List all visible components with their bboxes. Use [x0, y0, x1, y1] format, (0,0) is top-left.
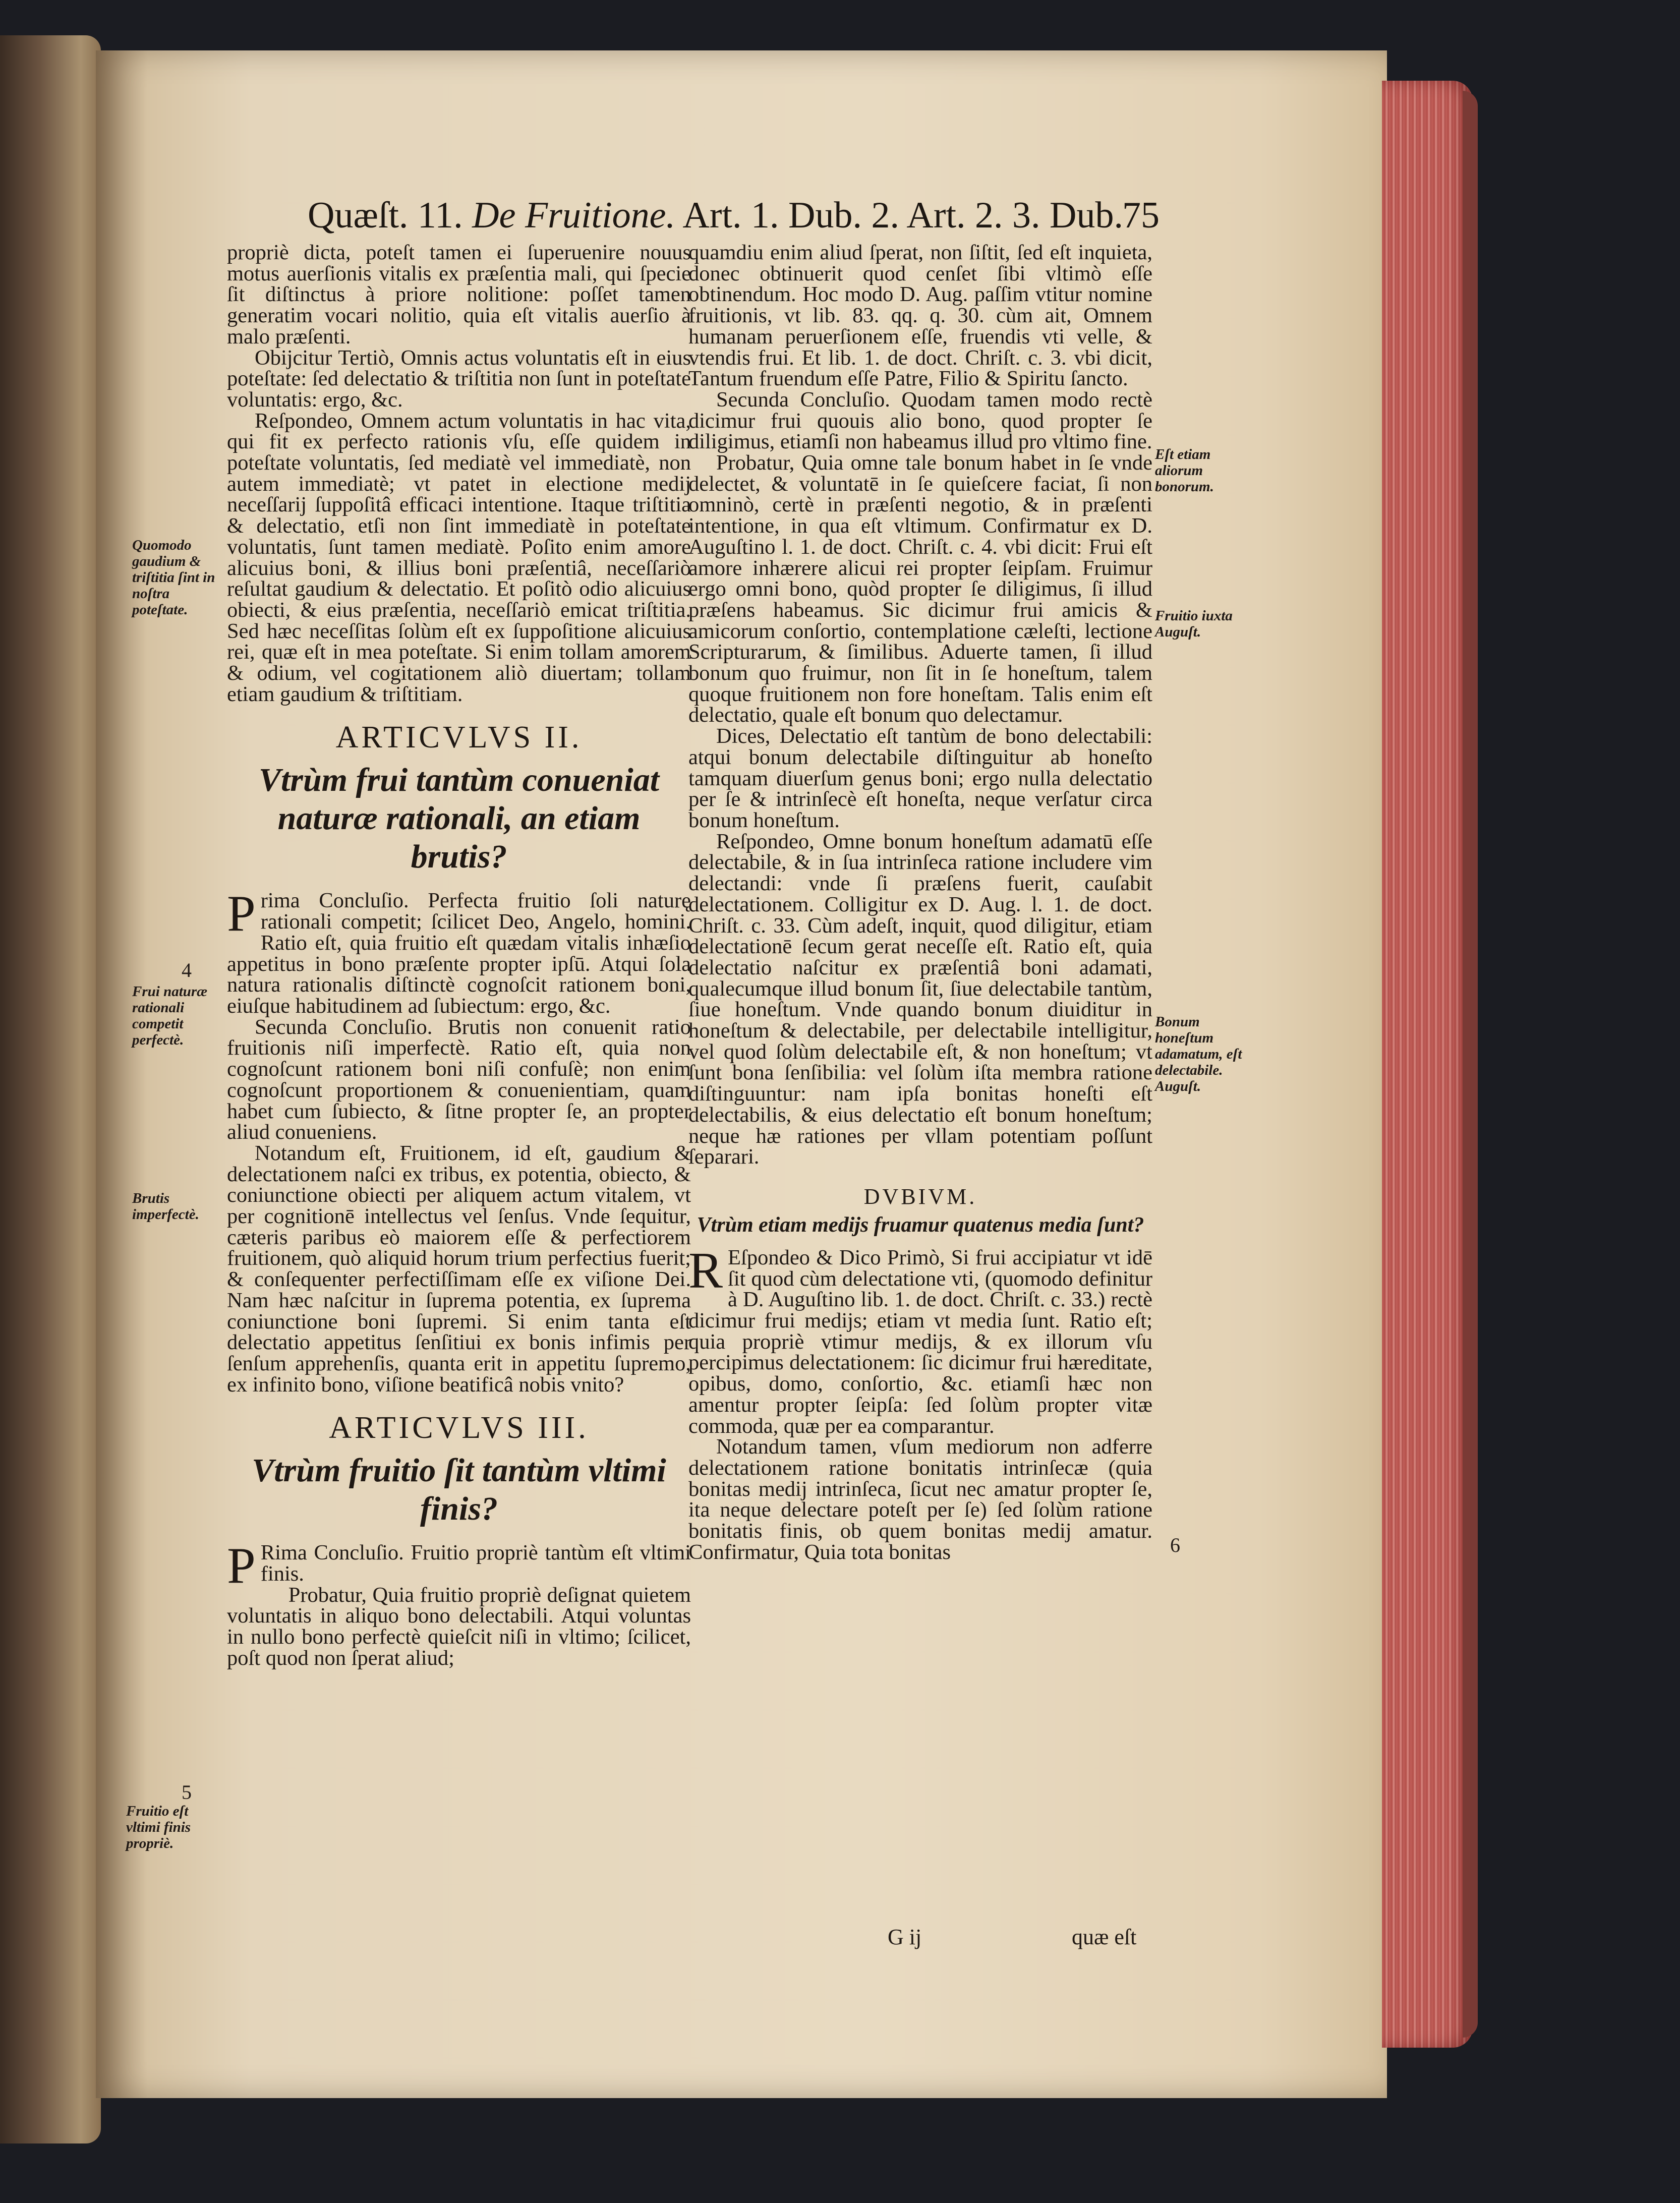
paragraph: Secunda Concluſio. Quodam tamen modo rectè dicimur frui quouis alio bono, quod propter ſe diligimus, etiamſi non habeamus illud pro vltimo fine. — [688, 387, 1152, 454]
running-head — [308, 194, 1190, 237]
margin-note: Bonum honeſtum adamatum, eſt delectabile. Auguſt. — [1155, 1014, 1242, 1094]
paragraph: Notandum tamen, vſum mediorum non adferre delectationem ratione bonitatis intrinſecæ (quia bonitas medij intrinſeca, ſicut nec amatur propter ſe, ita neque delectare poteſt per ſe) ſed ſolùm ratione bonitatis finis, ob quem bonitas medij amatur. Confirmatur, Quia tota bonitas — [688, 1435, 1152, 1564]
article-2-title: Vtrùm frui tantùm conueniat naturæ rationali, an etiam brutis? — [258, 762, 660, 876]
margin-note: Fruitio eſt vltimi finis propriè. — [126, 1803, 191, 1851]
signature-mark: G ij — [888, 1925, 922, 1949]
page-number: 75 — [1122, 195, 1160, 236]
paragraph: Dices, Delectatio eſt tantùm de bono delectabili: atqui bonum delectabile diſtinguitur ab honeſto tamquam diuerſum genus boni; ergo nulla delectatio per ſe & intrinſecè eſt honeſta, neque verſatur circa bonum honeſtum. — [688, 724, 1152, 832]
margin-number: 5 — [182, 1781, 192, 1804]
margin-note: Frui naturæ rationali competit perfectè. — [132, 983, 208, 1048]
margin-note: Fruitio iuxta Auguſt. — [1155, 608, 1233, 640]
dubium-title: Vtrùm etiam medijs fruamur quatenus media ſunt? — [697, 1213, 1144, 1237]
paragraph-with-dropcap: P Rima Concluſio. Fruitio propriè tantùm eſt vltimi finis. — [227, 1537, 691, 1595]
dropcap: P — [227, 885, 256, 943]
running-head-prefix: Quæſt. 11. — [308, 195, 463, 236]
article-2-label: ARTICVLVS II. — [335, 720, 583, 755]
running-head-title: De Fruitione. — [472, 195, 675, 236]
catchword: quæ eſt — [1072, 1925, 1137, 1949]
paragraph: Secunda Concluſio. Brutis non conuenit ratio fruitionis niſi imperfectè. Ratio eſt, quia non cognoſcunt rationem boni niſi confuſè; non enim cognoſcunt proportionem & conuenientiam, quam habet cum ſubiecto, & ſitne propter ſe, an propter aliud conueniens. — [227, 1015, 691, 1144]
running-head-suffix: Art. 1. Dub. 2. Art. 2. 3. Dub. — [682, 195, 1123, 236]
margin-number: 6 — [1170, 1534, 1180, 1556]
facing-page-edge — [0, 35, 101, 2143]
paragraph: quamdiu enim aliud ſperat, non ſiſtit, ſed eſt inquieta, donec obtinuerit quod cenſet ſibi vltimò eſſe obtinendum. Hoc modo D. Aug. paſſim vtitur nomine fruitionis, vt lib. 83. qq. q. 30. cùm ait, Omnem humanam peruerſionem eſſe, fruendis vti velle, & vtendis frui. Et lib. 1. de doct. Chriſt. c. 3. vbi dicit, Tantum fruendum eſſe Patre, Filio & Spiritu ſancto. — [688, 241, 1152, 391]
page-edges-red — [1382, 81, 1473, 2048]
paragraph: Obijcitur Tertiò, Omnis actus voluntatis eſt in eius poteſtate: ſed delectatio & triſtitia non ſunt in poteſtate voluntatis: ergo, &c. — [227, 345, 691, 412]
article-3-label: ARTICVLVS III. — [329, 1411, 589, 1445]
margin-number: 4 — [182, 959, 192, 981]
dropcap: R — [688, 1242, 723, 1299]
paragraph-with-dropcap: R Eſpondeo & Dico Primò, Si frui accipiatur vt idē ſit quod cùm delectatione vti, (quomodo definitur à D. Auguſtino lib. 1. de doct. Chriſt. c. 33.) rectè dicimur frui medijs; etiam vt media ſunt. Ratio eſt; quia propriè vtimur medijs, & ex illorum vſu percipimus delectationem: ſic dicimur frui hæreditate, opibus, domo, conſortio, &c. etiamſi hæc non amentur propter ſeipſa: ſed ſolùm propter vitæ commoda, quæ per ea comparantur. — [688, 1242, 1152, 1438]
left-column — [227, 242, 691, 1669]
margin-note: Brutis imperfectè. — [132, 1190, 199, 1223]
right-column — [688, 242, 1152, 1562]
paragraph-with-dropcap: Prima Concluſio. Perfecta fruitio ſoli naturę rationali competit; ſcilicet Deo, Angelo, homini. Ratio eſt, quia fruitio eſt quædam vitalis inhæſio appetitus in bono præſente propter ipſū. Atqui ſola natura rationalis diſtinctè cognoſcit rationem boni, eiuſque habitudinem ad ſubiectum: ergo, &c. — [227, 885, 691, 1018]
paragraph: Reſpondeo, Omnem actum voluntatis in hac vita, qui fit ex perfecto rationis vſu, eſſe quidem in poteſtate voluntatis, ſed mediatè vel immediatè, non autem immediatè; vt patet in electione medij neceſſarij ſuppoſitâ efficaci intentione. Itaque triſtitia & delectatio, etſi non ſint immediatè in poteſtate voluntatis, ſunt tamen mediatè. Poſito enim amore alicuius boni, & illius boni præſentiâ, neceſſariò reſultat gaudium & delectatio. Et poſitò odio alicuius obiecti, & eius præſentia, neceſſariò emicat triſtitia. Sed hæc neceſſitas ſolùm eſt ex ſuppoſitione alicuius rei, quæ eſt in mea poteſtate. Si enim tollam amorem & odium, vel cogitationem aliò diuertam; tollam etiam gaudium & triſtitiam. — [227, 409, 691, 706]
paragraph: Reſpondeo, Omne bonum honeſtum adamatū eſſe delectabile, & in ſua intrinſeca ratione includere vim delectandi: vnde ſi præſens fuerit, cauſabit delectationem. Colligitur ex D. Aug. l. 1. de doct. Chriſt. c. 33. Cùm adeſt, inquit, quod diligitur, etiam delectationē ſecum gerat neceſſe eſt. Ratio eſt, quia delectatio naſcitur ex præſentiâ boni adamati, qualecumque illud bonum ſit, ſiue delectabile tantùm, ſiue honeſtum. Vnde quando bonum diuiditur in honeſtum & delectabile, per delectabile intelligitur, vel quod ſolùm delectabile eſt, & non honeſtum; vt ſunt bona ſenſibilia: vel ſolùm iſta membra ratione diſtinguuntur: nam ipſa bonitas honeſti eſt delectabilis, & eius delectatio eſt bonum honeſtum; neque hæ rationes per vllam potentiam poſſunt ſeparari. — [688, 829, 1152, 1169]
paragraph: Notandum eſt, Fruitionem, id eſt, gaudium & delectationem naſci ex tribus, ex potentia, obiecto, & coniunctione obiecti per aliquem actum vitalem, vt per cognitionē intellectus vel ſenſus. Vnde ſequitur, cæteris paribus eò maiorem eſſe & perfectiorem fruitionem, quò aliquid horum trium perfectius fuerit; & conſequenter perfectiſſimam eſſe ex viſione Dei. Nam hæc naſcitur in ſuprema potentia, ex ſuprema coniunctione boni ſupremi. Si enim tanta eſt delectatio appetitus ſenſitiui ex bonis infimis per ſenſum apprehenſis, quanta erit in appetitu ſupremo, ex infinito bono, viſione beatificâ nobis vnito? — [227, 1141, 691, 1397]
paragraph: propriè dicta, poteſt tamen ei ſuperuenire nouus motus auerſionis vitalis ex præſentia mali, qui ſpecie ſit diſtinctus à priore nolitione: poſſet tamen generatim vocari nolitio, quia eſt vitalis auerſio à malo præſenti. — [227, 241, 691, 349]
paragraph: Probatur, Quia omne tale bonum habet in ſe vnde delectet, & voluntatē in ſe quieſcere faciat, ſi non omninò, certè in præſenti negotio, & in præſenti intentione, in qua eſt vltimum. Confirmatur ex D. Auguſtino l. 1. de doct. Chriſt. c. 4. vbi dicit: Frui eſt amore inhærere alicui rei propter ſeipſam. Fruimur ergo omni bono, quòd propter ſe diligimus, ſi illud præſens habeamus. Sic dicimur frui amicis & amicorum conſortio, contemplatione cæleſti, lectione Scripturarum, & ſimilibus. Aduerte tamen, ſi illud bonum quo fruimur, non ſit in ſe honeſtum, talem quoque fruitionem non fore honeſtam. Talis enim eſt delectatio, quale eſt bonum quo delectamur. — [688, 451, 1152, 727]
paragraph: Probatur, Quia fruitio propriè deſignat quietem voluntatis in aliquo bono delectabili. Atqui voluntas in nullo bono perfectè quieſcit niſi in vltimo; ſcilicet, poſt quod non ſperat aliud; — [227, 1583, 691, 1670]
article-3-title: Vtrùm fruitio ſit tantùm vltimi finis? — [252, 1452, 666, 1528]
page-edges-shadow — [1463, 91, 1478, 2038]
dubium-label: DVBIVM. — [863, 1184, 977, 1209]
margin-note: Eſt etiam aliorum bonorum. — [1155, 446, 1214, 495]
dropcap: P — [227, 1537, 256, 1595]
margin-note: Quomodo gaudium & triſtitia ſint in noſtra poteſtate. — [132, 537, 215, 618]
